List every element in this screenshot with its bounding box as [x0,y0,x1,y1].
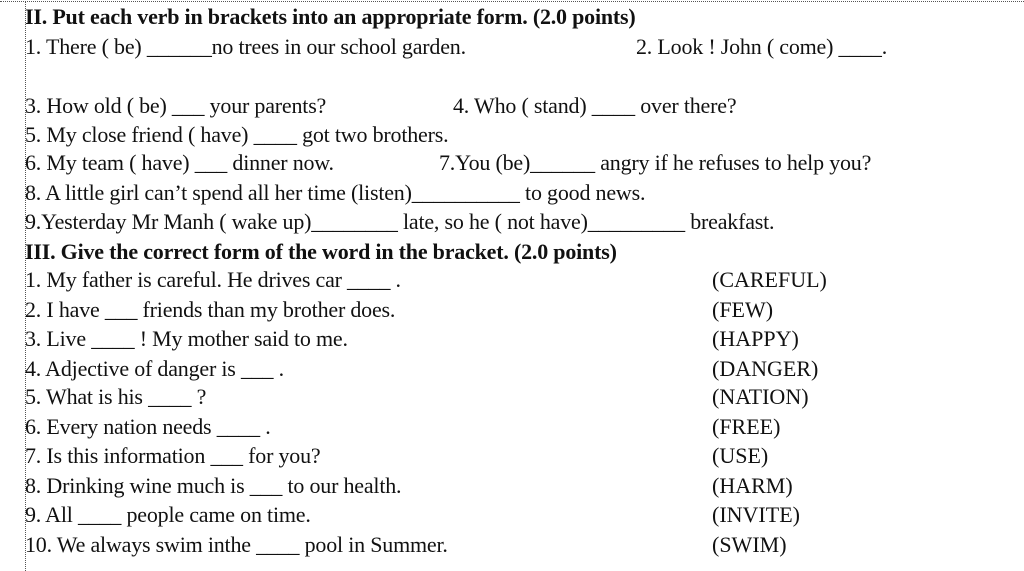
section-3-item-text: 1. My father is careful. He drives car ____ . [25,267,401,292]
section-3-item-hint: (SWIM) [712,532,787,557]
section-2-question-5: 5. My close friend ( have) ____ got two brothers. [25,122,449,147]
section-3-item-text: 8. Drinking wine much is ___ to our health. [25,473,402,498]
section-2-heading: II. Put each verb in brackets into an appropriate form. (2.0 points) [25,4,636,29]
section-2-question-4: 4. Who ( stand) ____ over there? [453,93,737,118]
section-2-question-3: 3. How old ( be) ___ your parents? [25,93,327,118]
section-3-item-hint: (DANGER) [712,356,819,381]
section-3-item-hint: (INVITE) [712,502,800,527]
section-3-item-text: 5. What is his ____ ? [25,384,207,409]
section-3-item-text: 3. Live ____ ! My mother said to me. [25,326,348,351]
section-3-item-hint: (NATION) [712,384,809,409]
section-3-item-hint: (FREE) [712,414,781,439]
section-3-item-text: 4. Adjective of danger is ___ . [25,356,284,381]
section-3-item-hint: (HARM) [712,473,793,498]
section-2-question-8: 8. A little girl can’t spend all her time (listen)__________ to good news. [25,180,646,205]
section-3-item-hint: (USE) [712,443,769,468]
section-3-item-hint: (FEW) [712,297,774,322]
section-3-item-text: 7. Is this information ___ for you? [25,443,321,468]
section-2-question-2: 2. Look ! John ( come) ____. [636,34,888,59]
section-3-item-text: 10. We always swim inthe ____ pool in Summer. [25,532,448,557]
section-3-item-hint: (HAPPY) [712,326,799,351]
section-3-item-text: 2. I have ___ friends than my brother does. [25,297,396,322]
section-2-question-9: 9.Yesterday Mr Manh ( wake up)________ late, so he ( not have)_________ breakfast. [25,209,775,234]
section-3-heading: III. Give the correct form of the word in the bracket. (2.0 points) [25,239,617,264]
page-top-border [0,1,1024,2]
section-3-item-text: 6. Every nation needs ____ . [25,414,271,439]
section-2-question-7: 7.You (be)______ angry if he refuses to help you? [439,150,872,175]
section-2-question-1: 1. There ( be) ______no trees in our school garden. [25,34,466,59]
section-3-item-text: 9. All ____ people came on time. [25,502,311,527]
section-3-item-hint: (CAREFUL) [712,267,827,292]
section-2-question-6: 6. My team ( have) ___ dinner now. [25,150,334,175]
